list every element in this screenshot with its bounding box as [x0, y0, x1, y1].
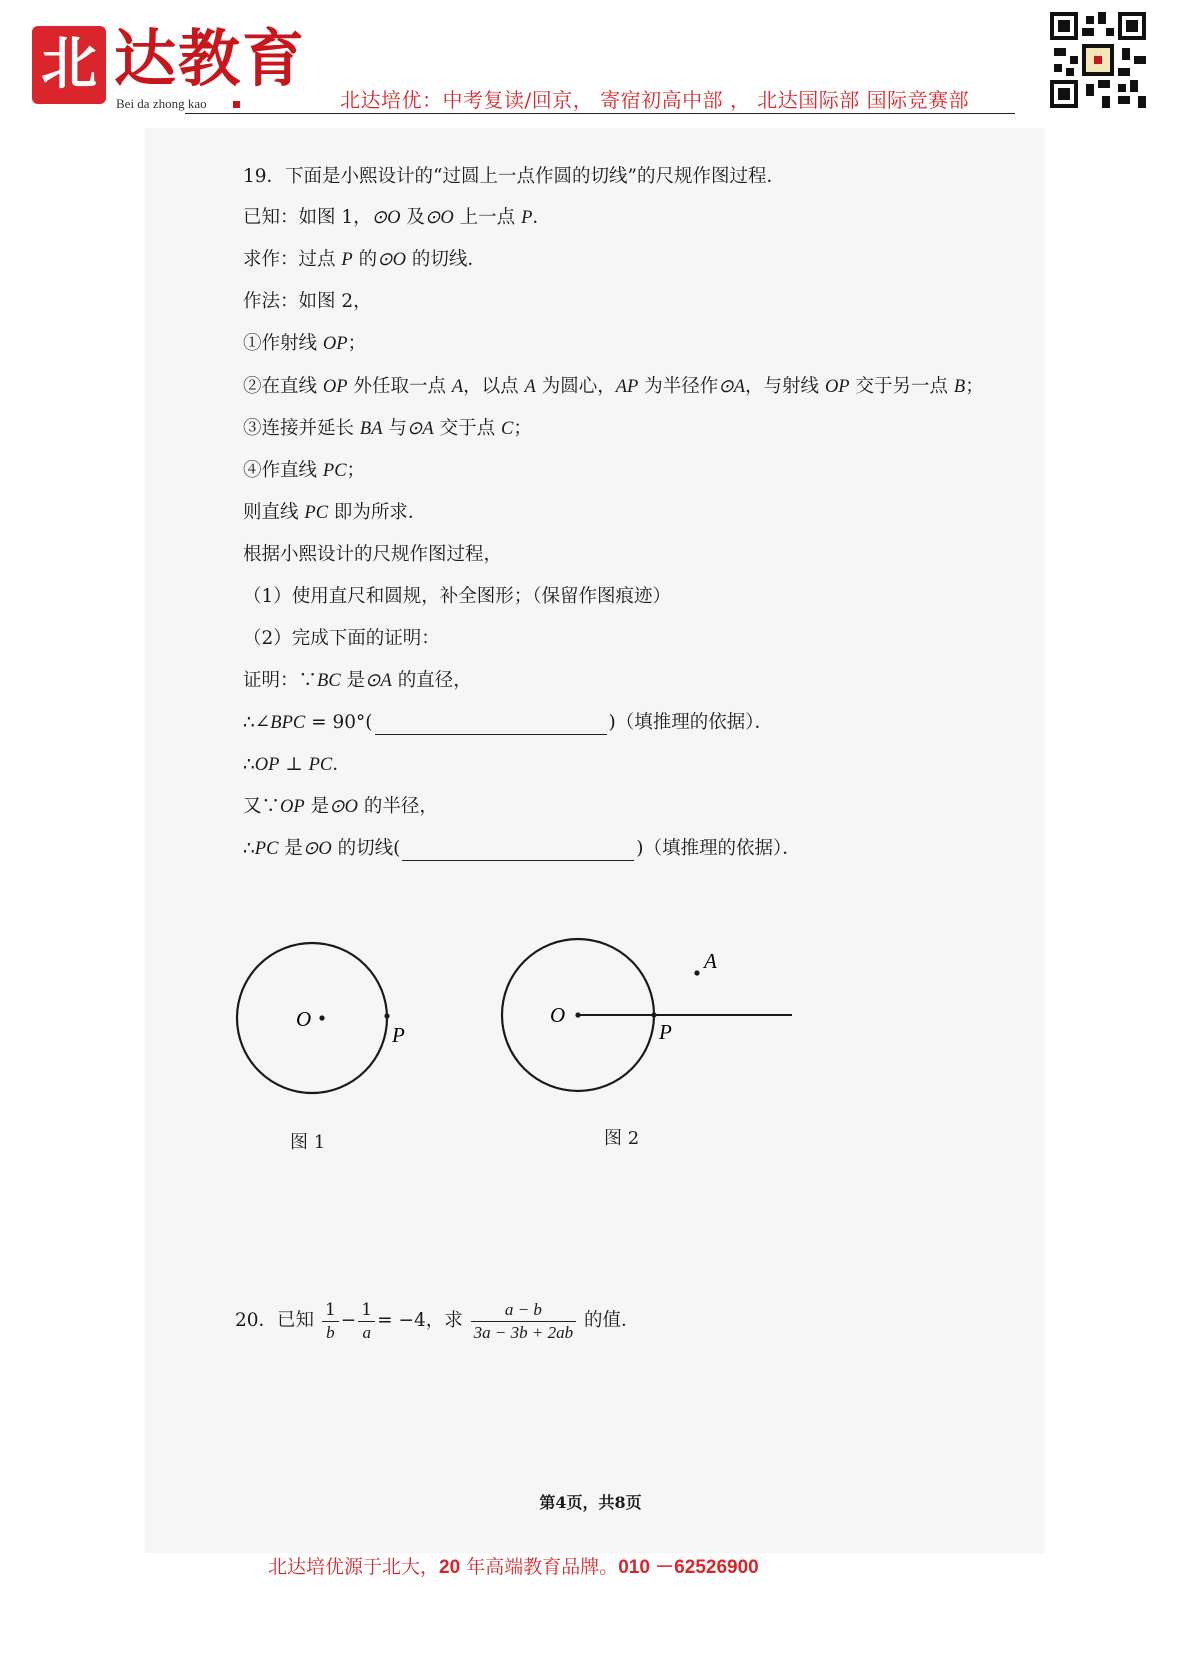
text: 与 — [382, 418, 407, 439]
text: ∴∠ — [243, 712, 271, 733]
text: 的半径， — [357, 796, 438, 817]
fig2-label-a: A — [704, 949, 717, 973]
q20-prefix: 20．已知 — [235, 1310, 315, 1331]
q19-part2: （2）完成下面的证明： — [243, 628, 440, 649]
q20-line — [235, 1296, 640, 1346]
footer-text: 北达培优源于北大， — [268, 1556, 440, 1578]
minus-sign: − — [340, 1310, 357, 1331]
line-pc: PC — [304, 503, 329, 523]
point-p: P — [521, 208, 533, 228]
q19-part1: （1）使用直尺和圆规，补全图形；（保留作图痕迹） — [243, 586, 672, 607]
answer-blank-1[interactable] — [375, 716, 607, 735]
qr-code-icon — [1050, 12, 1146, 108]
text: )（填推理的依据）． — [636, 838, 801, 859]
q19-step2 — [243, 375, 984, 399]
logo-subtitle: Bei da zhong kao — [116, 96, 207, 111]
logo-dot — [233, 101, 240, 108]
fig1-circle-o — [237, 943, 387, 1093]
fig2-point-a — [694, 970, 699, 975]
q19-step3 — [243, 417, 532, 441]
proof-line-4 — [243, 795, 438, 819]
segment-op: OP — [254, 755, 280, 775]
page-number: 第4页，共8页 — [539, 1493, 642, 1512]
circle-o: ⊙O — [377, 250, 406, 270]
text: 为半径作 — [638, 376, 719, 397]
ray-op: OP — [322, 334, 348, 354]
text: )（填推理的依据）． — [608, 712, 773, 733]
line-pc: PC — [254, 839, 279, 859]
circle-a: ⊙A — [365, 671, 392, 691]
figures-diagram — [230, 930, 830, 1130]
text: 的直径， — [391, 670, 472, 691]
footer-phone-number: －62526900 — [649, 1557, 759, 1578]
circle-a: ⊙A — [718, 377, 746, 397]
point-b: B — [953, 377, 966, 397]
fig1-center-dot — [319, 1015, 324, 1020]
text: 为圆心， — [535, 376, 616, 397]
text: 是 — [340, 670, 366, 691]
q19-method: 作法：如图 2， — [243, 291, 372, 312]
q19-step1 — [243, 332, 366, 356]
q19-result — [243, 501, 426, 525]
header-slogan: 北达培优：中考复读/回京， 寄宿初高中部 ， 北达国际部 国际竞赛部 — [340, 88, 970, 112]
denominator: b — [326, 1322, 335, 1342]
text: 外任取一点 — [347, 376, 452, 397]
text: ； — [965, 376, 984, 397]
segment-ba: BA — [359, 419, 383, 439]
circle-o: ⊙O — [371, 208, 401, 228]
text: ； — [346, 460, 366, 481]
header-divider — [185, 113, 1015, 114]
fig2-center-dot — [575, 1012, 580, 1017]
fig1-label-p: P — [392, 1023, 405, 1047]
line-pc: PC — [322, 461, 347, 481]
text: ①作射线 — [243, 333, 323, 354]
brand-logo — [28, 18, 328, 118]
point-a: A — [524, 377, 536, 397]
text: 求作：过点 — [243, 249, 342, 270]
text: ，以点 — [463, 376, 525, 397]
q19-intro: 根据小熙设计的尺规作图过程， — [243, 544, 503, 565]
numerator: 1 — [358, 1299, 375, 1322]
fig1-caption: 图 1 — [290, 1132, 326, 1153]
logo-name: 达教育 — [114, 22, 307, 95]
text: 即为所求． — [328, 502, 427, 523]
footer-text: 年高端教育品牌。 — [460, 1556, 619, 1578]
numerator: a − b — [471, 1299, 576, 1322]
footer-years: 20 — [439, 1557, 461, 1578]
fig2-label-o: O — [550, 1003, 566, 1027]
text: ． — [332, 754, 351, 775]
denominator: a — [362, 1322, 371, 1342]
text: 的 — [352, 249, 378, 270]
fig2-point-p — [651, 1012, 656, 1017]
q19-title: 19．下面是小熙设计的“过圆上一点作圆的切线”的尺规作图过程． — [243, 166, 785, 187]
text: ； — [347, 333, 367, 354]
q19-ask — [243, 248, 486, 272]
angle-bpc: BPC — [270, 713, 306, 733]
footer-slogan — [268, 1552, 759, 1579]
text: 的切线． — [405, 249, 486, 270]
circle-o: ⊙O — [302, 839, 332, 859]
proof-line-5 — [243, 837, 801, 861]
text: 交于点 — [433, 418, 501, 439]
segment-pc: PC — [308, 755, 333, 775]
q19-step4 — [243, 459, 365, 483]
answer-blank-2[interactable] — [402, 842, 634, 861]
text: 则直线 — [243, 502, 305, 523]
logo-mark: 北 — [32, 26, 106, 104]
ray-op: OP — [824, 377, 850, 397]
text: ③连接并延长 — [243, 418, 360, 439]
point-a: A — [451, 377, 464, 397]
text: = 90°( — [305, 712, 373, 733]
text: 交于另一点 — [849, 376, 954, 397]
q19-given — [243, 206, 551, 230]
fraction-1-over-b — [322, 1299, 339, 1344]
circle-o: ⊙O — [424, 208, 454, 228]
point-c: C — [500, 419, 514, 439]
fraction-1-over-a — [358, 1299, 375, 1344]
fraction-target — [471, 1299, 576, 1344]
circle-a: ⊙A — [406, 419, 434, 439]
text: ∴ — [243, 754, 255, 775]
text: ⊥ — [279, 754, 309, 775]
text: 已知：如图 1， — [243, 207, 372, 228]
fig2-caption: 图 2 — [604, 1128, 640, 1149]
text: 及 — [400, 207, 425, 228]
text: 证明：∵ — [243, 670, 318, 691]
text: 上一点 — [453, 207, 522, 228]
footer-phone-area: 010 — [618, 1557, 650, 1578]
point-p: P — [341, 250, 353, 270]
text: ④作直线 — [243, 460, 323, 481]
text: ②在直线 — [243, 376, 323, 397]
text: ，与射线 — [745, 376, 825, 397]
fig1-point-p — [384, 1013, 389, 1018]
circle-o: ⊙O — [329, 797, 358, 817]
text: 是 — [278, 838, 303, 859]
fig2-label-p: P — [659, 1020, 672, 1044]
segment-op: OP — [280, 797, 305, 817]
proof-line-1 — [243, 669, 472, 693]
denominator: 3a − 3b + 2ab — [473, 1322, 574, 1342]
proof-line-2 — [243, 711, 773, 735]
text: ； — [513, 418, 532, 439]
line-op: OP — [322, 377, 348, 397]
text: 是 — [304, 796, 330, 817]
text: 的切线( — [331, 838, 401, 859]
fig1-label-o: O — [296, 1007, 312, 1031]
proof-line-3 — [243, 753, 351, 777]
text: ∴ — [243, 838, 255, 859]
text: ． — [532, 207, 551, 228]
text: 又∵ — [243, 796, 281, 817]
q20-suffix: 的值． — [584, 1310, 640, 1331]
segment-bc: BC — [317, 671, 341, 691]
numerator: 1 — [322, 1299, 339, 1322]
segment-ap: AP — [615, 377, 639, 397]
equals-text: = −4，求 — [377, 1310, 463, 1331]
